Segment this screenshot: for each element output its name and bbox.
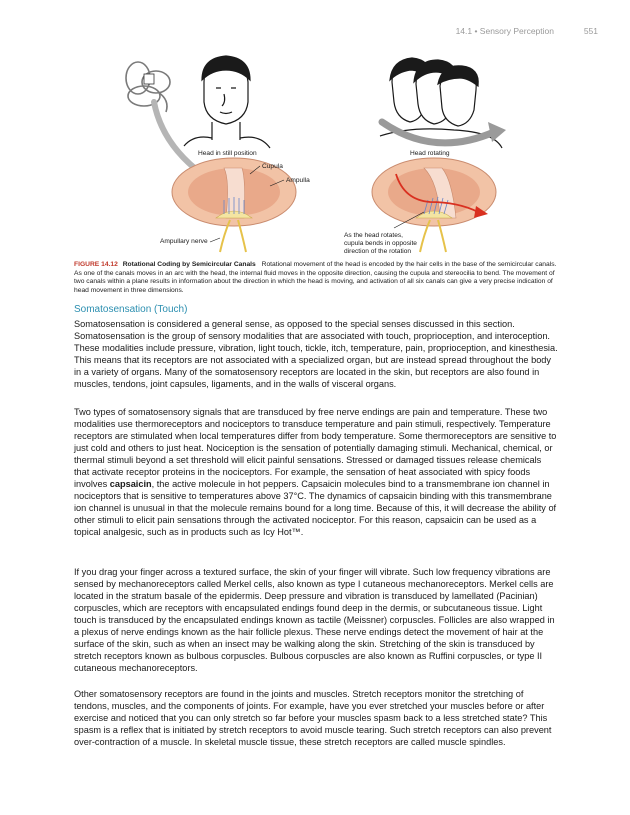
figure-number: FIGURE 14.12 [74, 261, 118, 268]
section-heading: Somatosensation (Touch) [74, 304, 188, 315]
paragraph-4 [74, 688, 558, 748]
header-section-title: 14.1 • Sensory Perception [455, 26, 554, 36]
label-rotation-note-2: cupula bends in opposite [344, 240, 417, 247]
page-number: 551 [583, 26, 598, 36]
inner-ear-sketch [126, 62, 170, 112]
label-head-still: Head in still position [198, 150, 257, 157]
label-ampullary-nerve: Ampullary nerve [160, 238, 208, 245]
paragraph-4-text: Other somatosensory receptors are found in the joints and muscles. Stretch receptors monitor the stretching of tendons, muscles, and the components of joints. For example, have you ever stretched your muscles before or after exercise and noticed that you can only stretch so far before your muscles spasm back to a less stretched state? This spasm is a reflex that is initiated by stretch receptors to avoid muscle tearing. Such stretch receptors can also prevent over-contraction of a muscle. In skeletal muscle tissue, these stretch receptors are called muscle spindles. [74, 689, 552, 747]
figure-illustration [74, 52, 554, 257]
label-rotation-note-1: As the head rotates, [344, 232, 404, 239]
paragraph-2-text-a: Two types of somatosensory signals that are transduced by free nerve endings are pain and temperature. These two modalities use thermoreceptors and nociceptors to transduce temperature and pain stimuli, respectively. Temperature receptors are stimulated when local temperatures differ from body temperature. Some thermoreceptors are sensitive to just cold and others to just heat. Nociception is the sensation of potentially damaging stimuli. Mechanical, chemical, or thermal stimuli beyond a set threshold will elicit painful sensations. Stressed or damaged tissues release chemicals that activate receptor proteins in the nociceptors. For example, the sensation of heat associated with spicy foods involves [74, 407, 557, 489]
head-still-drawing [184, 56, 270, 148]
paragraph-3-text: If you drag your finger across a textured surface, the skin of your finger will vibrate. Such low frequency vibrations are sensed by mechanoreceptors called Merkel cells, also known as type I cutaneous mechanoreceptors. Merkel cells are located in the stratum basale of the epidermis. Deep pressure and vibration is transduced by lamellated (Pacinian) corpuscles, which are receptors with encapsulated endings found deep in the dermis, or subcutaneous tissue. Light touch is transduced by the encapsulated endings known as tactile (Meissner) corpuscles. Follicles are also wrapped in a plexus of nerve endings known as the hair follicle plexus. These nerve endings detect the movement of hair at the surface of the skin, such as when an insect may be walking along the skin. Stretching of the skin is transduced by stretch receptors known as bulbous corpuscles. Bulbous corpuscles are also known as Ruffini corpuscles, or type II cutaneous mechanoreceptors. [74, 567, 555, 673]
running-header [0, 0, 630, 40]
figure-title: Rotational Coding by Semicircular Canals [122, 261, 256, 268]
label-head-rotating: Head rotating [410, 150, 450, 157]
label-rotation-note-3: direction of the rotation [344, 248, 412, 255]
figure-caption-text: Rotational movement of the head is encoded by the hair cells in the base of the semicircular canals. As one of the canals moves in an arc with the head, the internal fluid moves in the opposite direction, causing the cupula and stereocilia to bend. The movement of two canals within a plane results in information about the direction in which the head is moving, and activation of all six canals can give a very precise indication of head movement in three dimensions. [74, 261, 557, 295]
label-cupula: Cupula [262, 163, 283, 170]
paragraph-3 [74, 566, 558, 674]
paragraph-2 [74, 406, 558, 538]
semicircular-canal-diagram [74, 52, 554, 257]
figure-caption [74, 261, 558, 296]
paragraph-2-text-b: , the active molecule in hot peppers. Capsaicin molecules bind to a transmembrane ion channel in nociceptors that is sensitive to temperatures above 37°C. The dynamics of capsaicin binding with this transmembrane ion channel is unusual in that the molecule remains bound for a long time. Because of this, it will decrease the ability of other stimuli to elicit pain sensations through the activated nociceptor. For this reason, capsaicin can be used as a topical analgesic, such as in products such as Icy Hot™. [74, 479, 557, 537]
paragraph-1 [74, 318, 558, 390]
label-ampulla: Ampulla [286, 177, 310, 184]
capsaicin-term: capsaicin [109, 479, 152, 489]
paragraph-1-text: Somatosensation is considered a general sense, as opposed to the special senses discussed in this section. Somatosensation is the group of sensory modalities that are associated with touch, proprioception, and interoception. These modalities include pressure, vibration, light touch, tickle, itch, temperature, pain, proprioception, and kinesthesia. This means that its receptors are not associated with a specialized organ, but are instead spread throughout the body in a variety of organs. Many of the somatosensory receptors are located in the skin, but receptors are also found in muscles, tendons, joint capsules, ligaments, and in the walls of visceral organs. [74, 319, 558, 389]
